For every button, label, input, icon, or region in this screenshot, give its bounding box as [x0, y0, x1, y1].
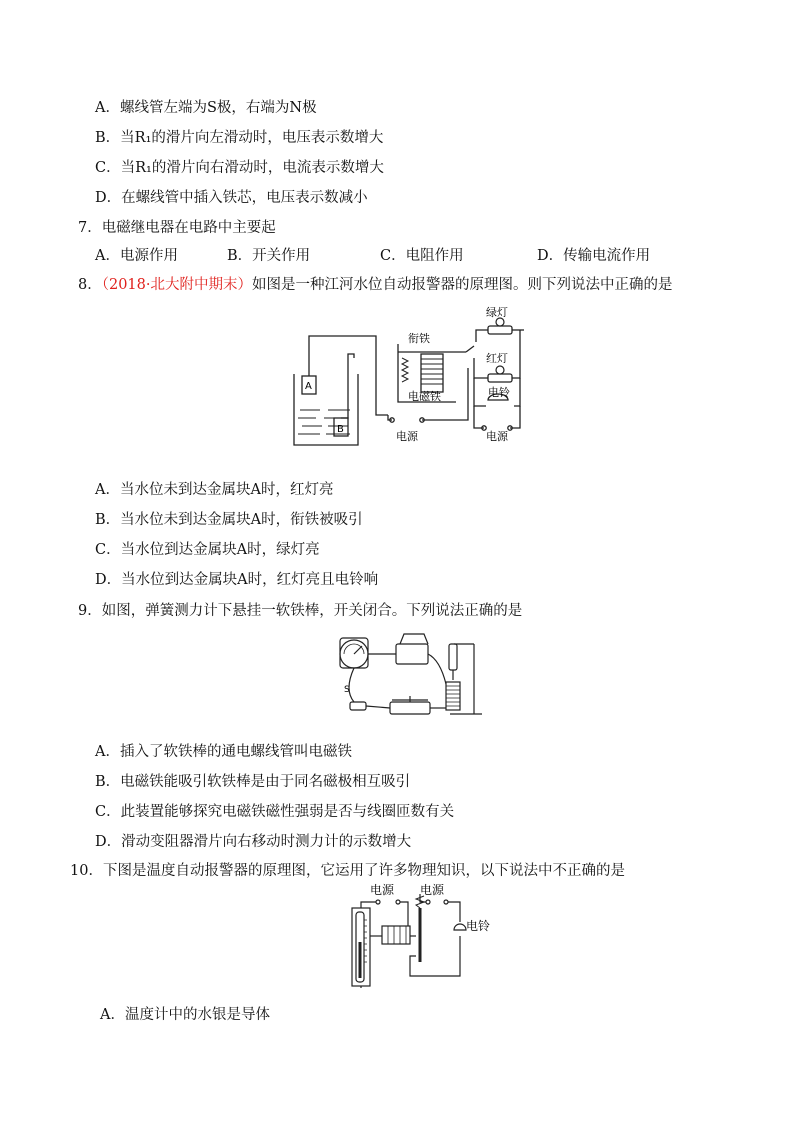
- q9-stem: 9．如图，弹簧测力计下悬挂一软铁棒，开关闭合。下列说法正确的是: [78, 603, 523, 619]
- q10-fig-power-2: 电源: [420, 883, 445, 897]
- q10-fig-power-1: 电源: [370, 883, 395, 897]
- q6-option-c: C．当R₁的滑片向右滑动时，电流表示数增大: [95, 160, 384, 176]
- q10-temperature-alarm-figure: [344, 880, 494, 990]
- q8-option-d: D．当水位到达金属块A时，红灯亮且电铃响: [95, 572, 379, 588]
- q8-stem: 如图是一种江河水位自动报警器的原理图。则下列说法中正确的是: [252, 277, 673, 293]
- q9-option-d: D．滑动变阻器滑片向右移动时测力计的示数增大: [95, 834, 412, 850]
- q6-option-a: A．螺线管左端为S极，右端为N极: [95, 100, 317, 116]
- q9-option-a: A．插入了软铁棒的通电螺线管叫电磁铁: [95, 744, 352, 760]
- q7-option-b: B．开关作用: [227, 248, 311, 264]
- q8-number: 8．: [78, 277, 102, 293]
- q8-fig-red-lamp: 红灯: [486, 352, 508, 365]
- q8-fig-power-2: 电源: [486, 430, 508, 443]
- q9-fig-switch-label: S: [344, 685, 350, 695]
- q8-option-c: C．当水位到达金属块A时，绿灯亮: [95, 542, 320, 558]
- q8-fig-electromagnet: 电磁铁: [408, 390, 441, 403]
- q10-stem: 10．下图是温度自动报警器的原理图，它运用了许多物理知识，以下说法中不正确的是: [70, 863, 625, 879]
- q8-option-b: B．当水位未到达金属块A时，衔铁被吸引: [95, 512, 363, 528]
- q8-fig-green-lamp: 绿灯: [486, 306, 508, 319]
- q8-fig-bell: 电铃: [488, 386, 510, 399]
- q9-option-b: B．电磁铁能吸引软铁棒是由于同名磁极相互吸引: [95, 774, 411, 790]
- q7-option-a: A．电源作用: [95, 248, 178, 264]
- q7-option-d: D．传输电流作用: [537, 248, 651, 264]
- q8-source: （2018·北大附中期末）: [101, 277, 252, 293]
- q8-water-alarm-figure: [288, 300, 524, 450]
- q9-option-c: C．此装置能够探究电磁铁磁性强弱是否与线圈匝数有关: [95, 804, 455, 820]
- q10-fig-bell: 电铃: [466, 919, 491, 933]
- q9-electromagnet-figure: [332, 630, 484, 722]
- q7-option-c: C．电阻作用: [380, 248, 464, 264]
- q8-fig-block-b: B: [337, 424, 344, 435]
- q8-fig-block-a: A: [305, 381, 312, 392]
- q10-option-a: A．温度计中的水银是导体: [100, 1007, 270, 1023]
- q7-stem: 7．电磁继电器在电路中主要起: [78, 220, 276, 236]
- q8-option-a: A．当水位未到达金属块A时，红灯亮: [95, 482, 334, 498]
- q6-option-b: B．当R₁的滑片向左滑动时，电压表示数增大: [95, 130, 384, 146]
- q8-fig-power-1: 电源: [396, 430, 418, 443]
- q6-option-d: D．在螺线管中插入铁芯，电压表示数减小: [95, 190, 368, 206]
- q8-fig-armature: 衔铁: [408, 332, 430, 345]
- q8-stem-line: [78, 275, 673, 295]
